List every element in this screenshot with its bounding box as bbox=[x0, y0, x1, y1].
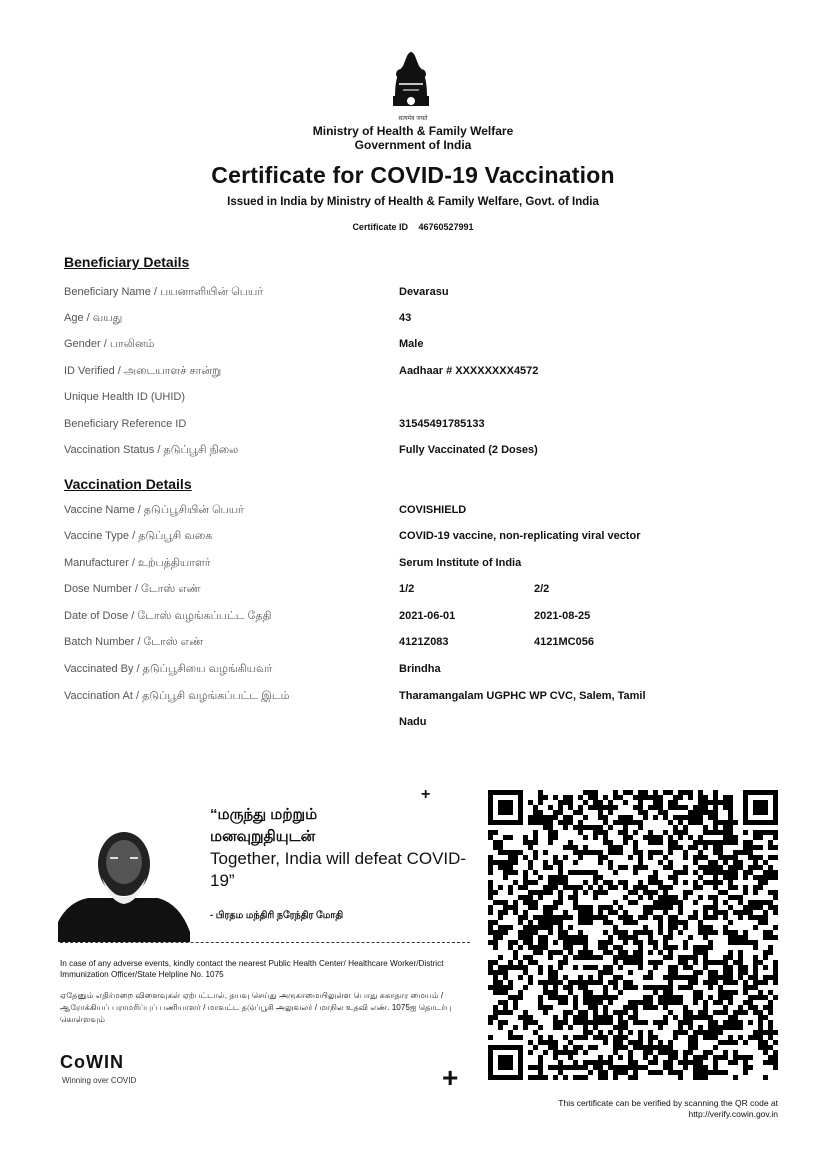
row-label: Gender / பாலினம் bbox=[64, 338, 155, 350]
row-value: 43 bbox=[399, 312, 412, 324]
row-value: COVISHIELD bbox=[399, 504, 467, 516]
certificate-id-value: 46760527991 bbox=[418, 222, 474, 232]
quote-tamil-line2: மனவுறுதியுடன் bbox=[210, 828, 316, 845]
row-label: Unique Health ID (UHID) bbox=[64, 391, 186, 403]
cowin-logo: CoWIN bbox=[60, 1052, 124, 1072]
qr-code-icon[interactable] bbox=[488, 790, 778, 1080]
plus-icon: + bbox=[442, 1062, 459, 1093]
plus-icon: + bbox=[421, 786, 431, 803]
quote-english: Together, India will defeat COVID-19” bbox=[210, 849, 467, 890]
vaccination-row-vaccinated-at bbox=[64, 690, 784, 708]
row-label: Vaccine Name / தடுப்பூசியின் பெயர் bbox=[64, 504, 244, 516]
adverse-events-note-tamil: ஏதேனும் எதிர்மறை விளைவுகள் ஏற்பட்டால், தயவு செய்து அருகாமையிலுள்ள பொது சுகாதார மையம் / ஆரோக்கியப் பராமரிப்புப் பணியாளர் / மாவட்ட தடுப்பூசி அலுவலர் / மாநில உதவி எண். 1075ஐ தொடர்பு கொள்ளவும் bbox=[60, 991, 452, 1024]
certificate-id-label: Certificate ID bbox=[352, 222, 408, 232]
certificate-title: Certificate for COVID-19 Vaccination bbox=[211, 162, 615, 188]
row-value: COVID-19 vaccine, non-replicating viral vector bbox=[399, 530, 641, 542]
beneficiary-row-reference-id bbox=[64, 418, 784, 436]
verify-note: This certificate can be verified by scanning the QR code at bbox=[558, 1098, 778, 1108]
row-value: Devarasu bbox=[399, 286, 449, 298]
row-value-second-dose: 2021-08-25 bbox=[534, 610, 591, 622]
vaccination-row-vaccinated-by bbox=[64, 663, 784, 681]
portrait-image bbox=[58, 822, 190, 942]
row-label: Vaccination Status / தடுப்பூசி நிலை bbox=[64, 444, 239, 456]
vaccination-row-date bbox=[64, 610, 784, 628]
adverse-events-note: In case of any adverse events, kindly contact the nearest Public Health Center/ Healthcare Worker/District Immunization Officer/State Helpline No. 1075 bbox=[60, 959, 444, 979]
beneficiary-heading: Beneficiary Details bbox=[64, 254, 190, 270]
ministry-name: Ministry of Health & Family Welfare bbox=[312, 124, 514, 138]
row-label: Date of Dose / டோஸ் வழங்கப்பட்ட தேதி bbox=[64, 610, 272, 622]
row-label: ID Verified / அடையாளச் சான்று bbox=[64, 365, 222, 377]
certificate-id bbox=[0, 222, 826, 232]
row-value: Nadu bbox=[399, 716, 427, 728]
beneficiary-row-age bbox=[64, 312, 784, 330]
quote-attribution: - பிரதம மந்திரி நரேந்திர மோதி bbox=[210, 910, 344, 921]
row-value-second-dose: 4121MC056 bbox=[534, 636, 594, 648]
row-value: Fully Vaccinated (2 Doses) bbox=[399, 444, 538, 456]
row-value: Brindha bbox=[399, 663, 441, 675]
vaccination-heading: Vaccination Details bbox=[64, 476, 192, 492]
row-value: Aadhaar # XXXXXXXX4572 bbox=[399, 365, 539, 377]
row-label: Beneficiary Name / பயனாளியின் பெயர் bbox=[64, 286, 264, 298]
row-label: Beneficiary Reference ID bbox=[64, 418, 187, 430]
beneficiary-row-gender bbox=[64, 338, 784, 356]
verify-url[interactable]: http://verify.cowin.gov.in bbox=[688, 1109, 778, 1119]
row-value: Male bbox=[399, 338, 424, 350]
vaccination-row-name bbox=[64, 504, 784, 522]
vaccination-row-dose-number bbox=[64, 583, 784, 601]
row-value: 31545491785133 bbox=[399, 418, 485, 430]
row-value: 1/2 bbox=[399, 583, 415, 595]
row-label: Batch Number / டோஸ் எண் bbox=[64, 636, 204, 648]
vaccination-row-batch bbox=[64, 636, 784, 654]
vaccination-row-vaccinated-at-cont bbox=[64, 716, 784, 734]
certificate-subtitle: Issued in India by Ministry of Health & Family Welfare, Govt. of India bbox=[227, 196, 599, 208]
quote bbox=[210, 804, 470, 892]
row-value: Serum Institute of India bbox=[399, 557, 522, 569]
row-label: Vaccine Type / தடுப்பூசி வகை bbox=[64, 530, 213, 542]
quote-tamil-line1: “மருந்து மற்றும் bbox=[210, 806, 318, 823]
beneficiary-row-uhid bbox=[64, 391, 784, 409]
row-label: Manufacturer / உற்பத்தியாளர் bbox=[64, 557, 211, 569]
beneficiary-row-id-verified bbox=[64, 365, 784, 383]
row-value: 4121Z083 bbox=[399, 636, 449, 648]
vaccination-row-manufacturer bbox=[64, 557, 784, 575]
row-label: Age / வயது bbox=[64, 312, 123, 324]
row-value: Tharamangalam UGPHC WP CVC, Salem, Tamil bbox=[399, 690, 646, 702]
row-label: Dose Number / டோஸ் எண் bbox=[64, 583, 201, 595]
row-label: Vaccination At / தடுப்பூசி வழங்கப்பட்ட இடம் bbox=[64, 690, 290, 702]
national-emblem-icon bbox=[385, 44, 437, 114]
row-value-second-dose: 2/2 bbox=[534, 583, 550, 595]
beneficiary-row-name bbox=[64, 286, 784, 304]
beneficiary-row-status bbox=[64, 444, 784, 462]
government-name: Government of India bbox=[354, 138, 472, 152]
row-value: 2021-06-01 bbox=[399, 610, 456, 622]
row-label: Vaccinated By / தடுப்பூசியை வழங்கியவர் bbox=[64, 663, 273, 675]
vaccination-row-type bbox=[64, 530, 784, 548]
cowin-tagline: Winning over COVID bbox=[62, 1076, 137, 1085]
emblem-caption: सत्यमेव जयते bbox=[398, 116, 428, 122]
divider bbox=[60, 942, 470, 943]
